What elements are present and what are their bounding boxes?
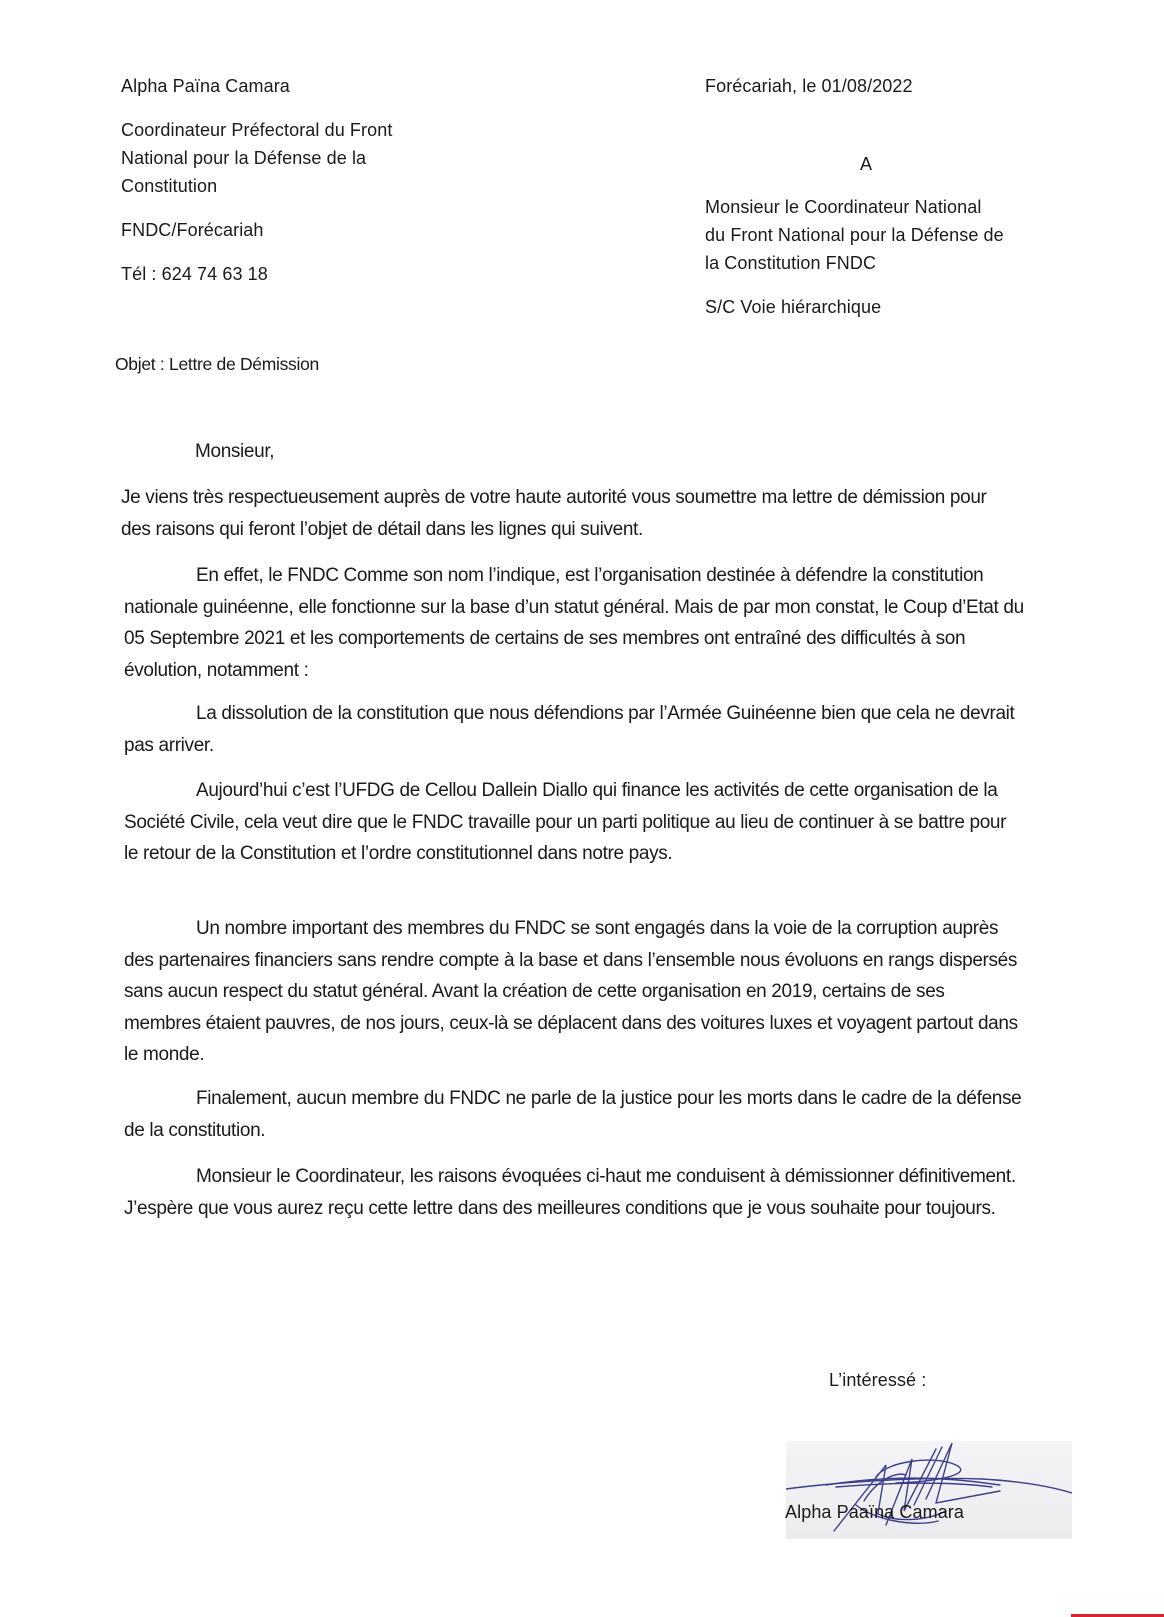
paragraph-justice: Finalement, aucun membre du FNDC ne parle de la justice pour les morts dans le cadre de la défense de la constitution. — [124, 1088, 1022, 1141]
subject-line: Objet : Lettre de Démission — [115, 354, 319, 374]
paragraph-context: En effet, le FNDC Comme son nom l’indique, est l’organisation destinée à défendre la constitution nationale guinéenne, elle fonctionne sur la base d’un statut général. Mais de par mon constat, le Coup d’Etat du 05 Septembre 2021 et les comportements de certains de ses membres ont entraîné des difficultés à son évolution, notamment : — [124, 565, 1024, 681]
sender-org: FNDC/Forécariah — [121, 220, 264, 240]
paragraph-conclusion: Monsieur le Coordinateur, les raisons évoquées ci-haut me conduisent à démissionner définitivement. J’espère que vous aurez reçu cette lettre dans des meilleures conditions que je vous souhaite pour toujours. — [124, 1166, 1016, 1219]
place-date: Forécariah, le 01/08/2022 — [705, 76, 913, 96]
signature-name: Alpha Paaïna Camara — [785, 1502, 965, 1522]
sender-block — [121, 72, 461, 288]
sender-title — [121, 116, 461, 200]
signature-label: L’intéressé : — [829, 1370, 927, 1390]
sender-phone: Tél : 624 74 63 18 — [121, 264, 268, 284]
recipient-block — [705, 193, 1065, 321]
paragraph-ufdg: Aujourd’hui c’est l’UFDG de Cellou Dallein Diallo qui finance les activités de cette organisation de la Société Civile, cela veut dire que le FNDC travaille pour un parti politique au lieu de continuer à se battre pour le retour de la Constitution et l’ordre constitutionnel dans notre pays. — [124, 780, 1007, 864]
sender-name: Alpha Païna Camara — [121, 76, 290, 96]
recipient-line: du Front National pour la Défense de — [705, 225, 1004, 245]
salutation: Monsieur, — [195, 441, 275, 462]
recipient-line: Monsieur le Coordinateur National — [705, 197, 982, 217]
recipient-line: la Constitution FNDC — [705, 253, 877, 273]
paragraph-corruption: Un nombre important des membres du FNDC se sont engagés dans la voie de la corruption auprès des partenaires financiers sans rendre compte à la base et dans l’ensemble nous évoluons en rangs dispersés sans aucun respect du statut général. Avant la création de cette organisation en 2019, certains de ses membres étaient pauvres, de nos jours, ceux-là se déplacent dans des voitures luxes et voyagent partout dans le monde. — [124, 918, 1018, 1065]
recipient-prefix: A — [860, 154, 873, 174]
recipient-via: S/C Voie hiérarchique — [705, 297, 882, 317]
sender-title-line: Constitution — [121, 176, 218, 196]
paragraph-intro: Je viens très respectueusement auprès de votre haute autorité vous soumettre ma lettre de démission pour des raisons qui feront l’objet de détail dans les lignes qui suivent. — [121, 487, 987, 540]
paragraph-dissolution: La dissolution de la constitution que nous défendions par l’Armée Guinéenne bien que cela ne devrait pas arriver. — [124, 703, 1015, 756]
sender-title-line: National pour la Défense de la — [121, 148, 367, 168]
sender-title-line: Coordinateur Préfectoral du Front — [121, 120, 393, 140]
